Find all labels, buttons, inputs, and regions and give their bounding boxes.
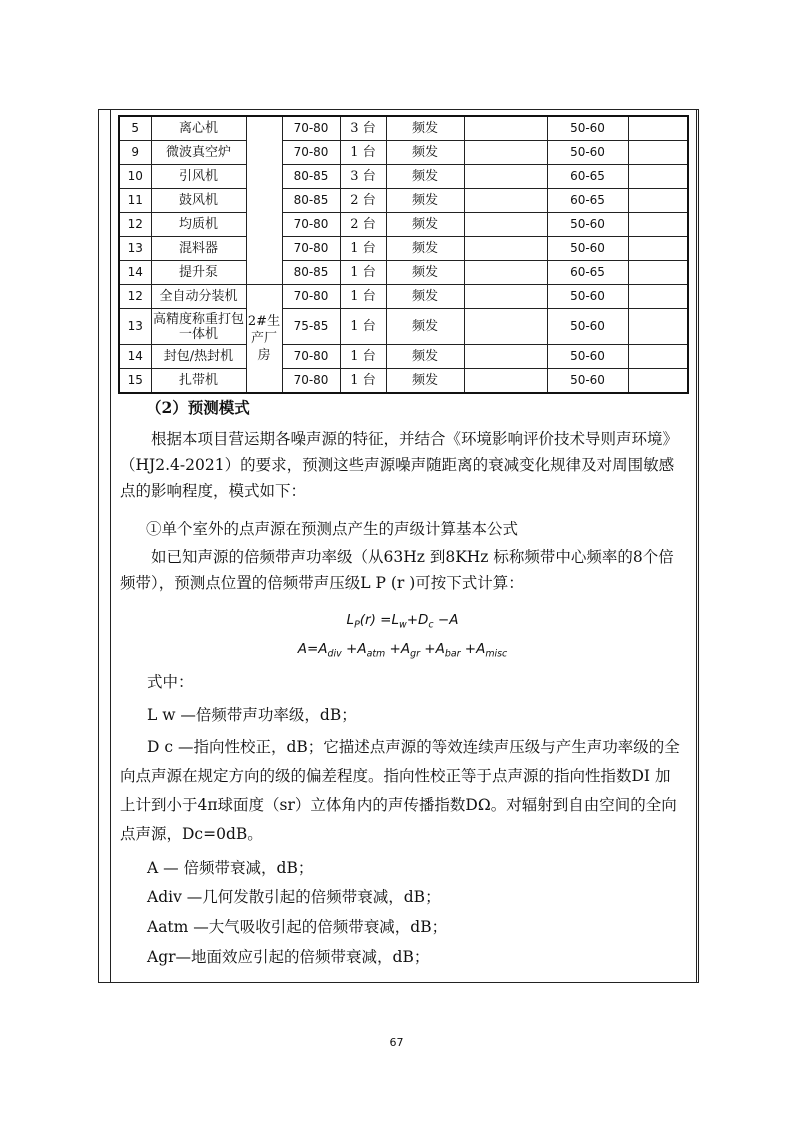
- cell-name: 均质机: [151, 213, 246, 237]
- section-heading: （2）预测模式: [146, 398, 250, 417]
- cell-note: [628, 141, 688, 165]
- cell-name: 鼓风机: [151, 189, 246, 213]
- table-row: [119, 345, 688, 369]
- def-a: A — 倍频带衰减，dB；: [147, 859, 314, 877]
- para-octave-text: 如已知声源的倍频带声功率级（从63Hz 到8KHz 标称频带中心频率的8个倍频带），预测点位置的倍频带声压级L P (r )可按下式计算：: [120, 548, 674, 592]
- cell-qty: 1 台: [340, 345, 386, 369]
- cell-no: 14: [119, 261, 151, 285]
- cell-level: 70-80: [282, 116, 340, 141]
- cell-after: 50-60: [547, 369, 628, 394]
- cell-name: 封包/热封机: [151, 345, 246, 369]
- cell-note: [628, 261, 688, 285]
- def-aatm: Aatm —大气吸收引起的倍频带衰减，dB；: [147, 918, 448, 936]
- cell-after: 50-60: [547, 141, 628, 165]
- cell-note: [628, 369, 688, 394]
- cell-name: 离心机: [151, 116, 246, 141]
- cell-measure: [464, 309, 547, 345]
- equation-a-text: $A=A_{div} +A_{atm} +A_{gr} +A_{bar} +A_{misc}$: [297, 641, 508, 660]
- cell-after: 50-60: [547, 309, 628, 345]
- cell-building2: 2#生产厂房: [246, 285, 282, 394]
- cell-level: 70-80: [282, 141, 340, 165]
- table-row: [119, 285, 688, 309]
- cell-qty: 1 台: [340, 285, 386, 309]
- cell-measure: [464, 165, 547, 189]
- table-row: [119, 116, 688, 141]
- cell-no: 10: [119, 165, 151, 189]
- cell-level: 70-80: [282, 369, 340, 394]
- table-row: [119, 213, 688, 237]
- cell-note: [628, 237, 688, 261]
- cell-measure: [464, 141, 547, 165]
- cell-level: 80-85: [282, 165, 340, 189]
- cell-type: 频发: [386, 116, 464, 141]
- cell-after: 60-65: [547, 165, 628, 189]
- cell-note: [628, 189, 688, 213]
- cell-measure: [464, 213, 547, 237]
- cell-qty: 1 台: [340, 261, 386, 285]
- page-number: 67: [389, 1036, 404, 1049]
- cell-type: 频发: [386, 345, 464, 369]
- cell-measure: [464, 116, 547, 141]
- cell-name: 混料器: [151, 237, 246, 261]
- cell-no: 13: [119, 309, 151, 345]
- cell-level: 70-80: [282, 285, 340, 309]
- frame-divider-right: [696, 109, 697, 983]
- formula-intro: ①单个室外的点声源在预测点产生的声级计算基本公式: [146, 520, 519, 538]
- cell-measure: [464, 345, 547, 369]
- table-row: [119, 261, 688, 285]
- table-row: [119, 189, 688, 213]
- cell-type: 频发: [386, 237, 464, 261]
- cell-note: [628, 165, 688, 189]
- cell-qty: 3 台: [340, 116, 386, 141]
- cell-qty: 1 台: [340, 237, 386, 261]
- cell-qty: 1 台: [340, 369, 386, 394]
- cell-type: 频发: [386, 165, 464, 189]
- cell-qty: 1 台: [340, 141, 386, 165]
- cell-after: 50-60: [547, 285, 628, 309]
- where-label: 式中：: [147, 673, 194, 691]
- cell-measure: [464, 369, 547, 394]
- cell-type: 频发: [386, 369, 464, 394]
- def-dc: D c —指向性校正，dB；它描述点声源的等效连续声压级与产生声功率级的全向点声源在规定方向的级的偏差程度。指向性校正等于点声源的指向性指数DI 加上计到小于4π球面度（sr）立体角内的声传播指数DΩ。对辐射到自由空间的全向点声源，Dc=0dB。: [120, 738, 680, 843]
- cell-after: 50-60: [547, 213, 628, 237]
- cell-no: 9: [119, 141, 151, 165]
- table-row: [119, 309, 688, 345]
- frame-divider-left: [110, 109, 111, 983]
- table-row: [119, 369, 688, 394]
- para-octave: [120, 544, 685, 596]
- cell-note: [628, 285, 688, 309]
- cell-after: 60-65: [547, 261, 628, 285]
- cell-name: 引风机: [151, 165, 246, 189]
- cell-no: 14: [119, 345, 151, 369]
- cell-note: [628, 213, 688, 237]
- cell-no: 13: [119, 237, 151, 261]
- cell-no: 15: [119, 369, 151, 394]
- cell-no: 5: [119, 116, 151, 141]
- def-agr: Agr—地面效应引起的倍频带衰减，dB；: [147, 948, 430, 966]
- cell-level: 80-85: [282, 189, 340, 213]
- cell-measure: [464, 285, 547, 309]
- table-row: [119, 165, 688, 189]
- cell-level: 75-85: [282, 309, 340, 345]
- cell-measure: [464, 237, 547, 261]
- cell-level: 80-85: [282, 261, 340, 285]
- equation-a: [120, 641, 685, 660]
- cell-type: 频发: [386, 309, 464, 345]
- para-intro: 根据本项目营运期各噪声源的特征，并结合《环境影响评价技术导则声环境》（HJ2.4-2021）的要求，预测这些声源噪声随距离的衰减变化规律及对周围敏感点的影响程度，模式如下：: [120, 430, 679, 500]
- cell-name: 提升泵: [151, 261, 246, 285]
- def-adiv: Adiv —几何发散引起的倍频带衰减，dB；: [147, 888, 441, 906]
- cell-qty: 2 台: [340, 213, 386, 237]
- cell-measure: [464, 261, 547, 285]
- cell-qty: 2 台: [340, 189, 386, 213]
- cell-level: 70-80: [282, 213, 340, 237]
- equation-lp-text: $L_P(r) =L_w+D_c -A$: [346, 612, 459, 631]
- cell-type: 频发: [386, 213, 464, 237]
- cell-name: 微波真空炉: [151, 141, 246, 165]
- cell-after: 50-60: [547, 237, 628, 261]
- cell-measure: [464, 189, 547, 213]
- cell-no: 11: [119, 189, 151, 213]
- cell-type: 频发: [386, 189, 464, 213]
- noise-source-table: [118, 115, 689, 394]
- cell-after: 60-65: [547, 189, 628, 213]
- def-lw: L w —倍频带声功率级，dB；: [147, 706, 357, 724]
- cell-qty: 1 台: [340, 309, 386, 345]
- cell-name: 扎带机: [151, 369, 246, 394]
- cell-building1: [246, 116, 282, 285]
- cell-name: 全自动分装机: [151, 285, 246, 309]
- table-row: [119, 141, 688, 165]
- cell-type: 频发: [386, 261, 464, 285]
- cell-type: 频发: [386, 141, 464, 165]
- cell-name: 高精度称重打包一体机: [151, 309, 246, 345]
- cell-qty: 3 台: [340, 165, 386, 189]
- equation-lp: [120, 612, 685, 631]
- cell-type: 频发: [386, 285, 464, 309]
- cell-note: [628, 345, 688, 369]
- cell-level: 70-80: [282, 345, 340, 369]
- cell-after: 50-60: [547, 116, 628, 141]
- cell-note: [628, 309, 688, 345]
- table-row: [119, 237, 688, 261]
- cell-no: 12: [119, 213, 151, 237]
- cell-after: 50-60: [547, 345, 628, 369]
- cell-level: 70-80: [282, 237, 340, 261]
- cell-no: 12: [119, 285, 151, 309]
- cell-note: [628, 116, 688, 141]
